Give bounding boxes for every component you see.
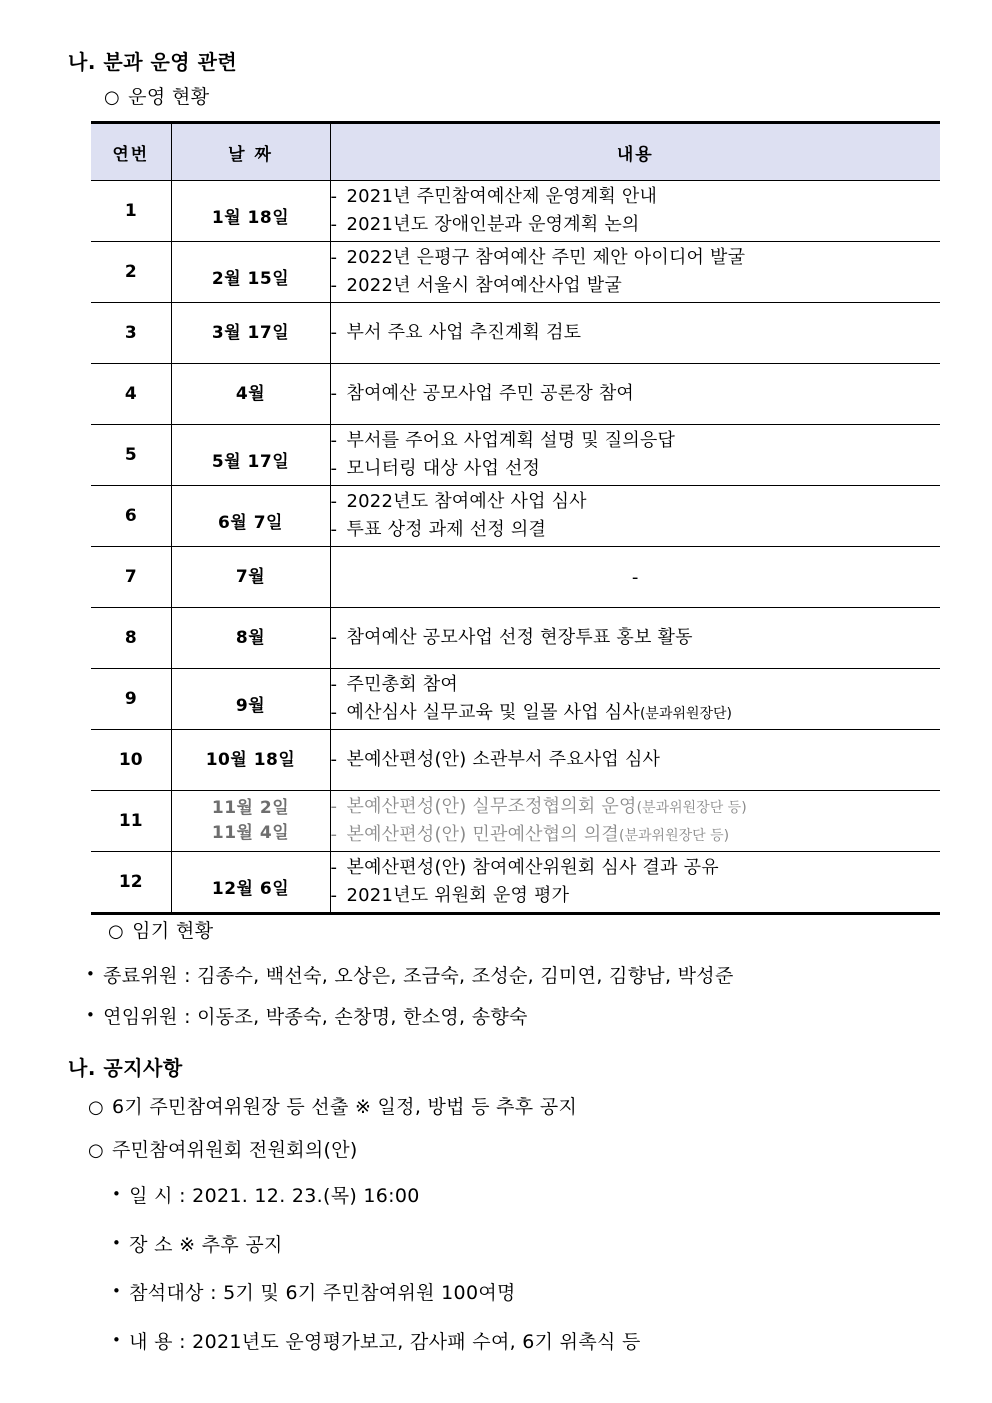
cell-content [330, 852, 940, 914]
cell-date [171, 486, 330, 547]
date-line: 5월 17일 [211, 452, 290, 473]
date-line: 12월 6일 [211, 879, 290, 900]
content-line-text: 2022년도 참여예산 사업 심사 [346, 491, 587, 513]
section-heading: 나. 분과 운영 관련 [68, 50, 238, 74]
table-row [91, 547, 940, 608]
cell-date [171, 181, 330, 242]
content-line-text: 본예산편성(안) 참여예산위원회 심사 결과 공유 [346, 857, 719, 879]
notice-detail-attendees-label: 참석대상 : 5기 및 6기 주민참여위원 100여명 [129, 1282, 516, 1304]
circle-marker-icon: ○ [88, 1097, 105, 1118]
cell-content [330, 242, 940, 303]
date-line: 7월 [235, 566, 266, 587]
notice-detail-contents [112, 1327, 641, 1354]
content-line-text: 2021년도 위원회 운영 평가 [346, 885, 570, 906]
notice-item-2-label: 주민참여위원회 전원회의(안) [112, 1139, 358, 1161]
notice-detail-place [112, 1230, 283, 1257]
date-line: 1월 18일 [211, 208, 290, 229]
date-line: 9월 [235, 696, 266, 717]
cell-sequence-number: 12 [91, 852, 171, 914]
table-row [91, 730, 940, 791]
column-header-content: 내용 [330, 123, 940, 181]
term-status-item [86, 961, 734, 988]
date-line: 8월 [235, 627, 266, 648]
date-line: 4월 [235, 383, 266, 404]
content-line-note: (분과위원장단) [639, 706, 733, 722]
column-header-date: 날 짜 [171, 123, 330, 181]
cell-date [171, 242, 330, 303]
content-line-text: 참여예산 공모사업 주민 공론장 참여 [346, 383, 635, 405]
cell-content [330, 669, 940, 730]
schedule-table [91, 121, 940, 915]
cell-content [330, 303, 940, 364]
table-row [91, 791, 940, 852]
content-line [331, 455, 941, 483]
content-line [331, 183, 941, 211]
cell-date [171, 669, 330, 730]
content-line-text: 참여예산 공모사업 선정 현장투표 홍보 활동 [346, 627, 693, 649]
dash-marker-icon: - [330, 674, 338, 696]
dash-marker-icon: - [330, 491, 338, 513]
content-line-text: 본예산편성(안) 실무조정협의회 운영 [346, 796, 637, 818]
notice-heading: 나. 공지사항 [68, 1056, 183, 1080]
bullet-dot-icon: • [112, 1185, 122, 1203]
cell-sequence-number: 7 [91, 547, 171, 608]
content-line-text: 2022년 은평구 참여예산 주민 제안 아이디어 발굴 [346, 247, 746, 269]
cell-content-empty: - [330, 547, 940, 608]
content-line-text: 본예산편성(안) 민관예산협의 의결 [346, 824, 620, 845]
content-line [331, 488, 941, 516]
table-row [91, 181, 940, 242]
date-line: 2월 15일 [211, 269, 290, 290]
notice-item-2 [88, 1135, 358, 1162]
cell-sequence-number: 8 [91, 608, 171, 669]
bullet-dot-icon: • [86, 1006, 96, 1024]
content-line-text: 2022년 서울시 참여예산사업 발굴 [346, 275, 622, 296]
date-line: 11월 2일 [211, 798, 290, 819]
term-status-item [86, 1002, 528, 1029]
table-row [91, 425, 940, 486]
cell-date [171, 730, 330, 791]
dash-marker-icon: - [330, 749, 338, 771]
content-line-text: 본예산편성(안) 소관부서 주요사업 심사 [346, 749, 661, 771]
dash-marker-icon: - [330, 627, 338, 649]
cell-content [330, 425, 940, 486]
content-line-text: 투표 상정 과제 선정 의결 [346, 519, 547, 540]
dash-marker-icon: - [330, 857, 338, 879]
cell-content [330, 364, 940, 425]
dash-marker-icon: - [330, 702, 338, 723]
table-row [91, 364, 940, 425]
dash-marker-icon: - [330, 214, 338, 235]
dash-marker-icon: - [330, 796, 338, 818]
circle-marker-icon: ○ [108, 921, 125, 942]
dash-marker-icon: - [330, 885, 338, 906]
notice-detail-datetime [112, 1181, 420, 1208]
cell-content [330, 608, 940, 669]
cell-content [330, 791, 940, 852]
cell-sequence-number: 2 [91, 242, 171, 303]
subsection-heading-term-status [108, 916, 214, 943]
content-line-note: (분과위원장단 등) [636, 800, 747, 817]
subsection-heading-operation-status [104, 82, 210, 109]
dash-marker-icon: - [330, 824, 338, 845]
dash-marker-icon: - [330, 275, 338, 296]
date-line: 10월 18일 [205, 749, 296, 770]
content-line [331, 244, 941, 272]
content-line [331, 427, 941, 455]
content-line-text: 2021년 주민참여예산제 운영계획 안내 [346, 186, 658, 208]
content-line [331, 319, 941, 347]
notice-detail-place-label: 장 소 ※ 추후 공지 [129, 1234, 283, 1256]
content-line-text: 2021년도 장애인분과 운영계획 논의 [346, 214, 640, 235]
content-line [331, 211, 941, 239]
bullet-dot-icon: • [112, 1234, 122, 1252]
content-line-text: 주민총회 참여 [346, 674, 458, 696]
dash-marker-icon: - [330, 186, 338, 208]
content-line [331, 821, 941, 849]
content-line-text: 예산심사 실무교육 및 일몰 사업 심사 [346, 702, 640, 723]
bullet-dot-icon: • [86, 965, 96, 983]
content-line [331, 746, 941, 774]
cell-date [171, 303, 330, 364]
cell-sequence-number: 9 [91, 669, 171, 730]
cell-sequence-number: 1 [91, 181, 171, 242]
table-row [91, 669, 940, 730]
notice-item-1 [88, 1092, 577, 1119]
content-line [331, 380, 941, 408]
dash-marker-icon: - [330, 383, 338, 405]
notice-item-1-label: 6기 주민참여위원장 등 선출 ※ 일정, 방법 등 추후 공지 [112, 1096, 578, 1118]
bullet-dot-icon: • [112, 1331, 122, 1349]
cell-date [171, 852, 330, 914]
table-row [91, 303, 940, 364]
cell-date [171, 791, 330, 852]
table-header-row [91, 123, 940, 181]
table-row [91, 242, 940, 303]
cell-sequence-number: 6 [91, 486, 171, 547]
content-line [331, 699, 941, 727]
date-line: 6월 7일 [218, 513, 283, 534]
cell-sequence-number: 4 [91, 364, 171, 425]
table-row [91, 486, 940, 547]
bullet-dot-icon: • [112, 1282, 122, 1300]
cell-sequence-number: 11 [91, 791, 171, 852]
cell-content [330, 730, 940, 791]
content-line [331, 516, 941, 544]
cell-sequence-number: 3 [91, 303, 171, 364]
content-line-text: 부서를 주어요 사업계획 설명 및 질의응답 [346, 430, 676, 452]
notice-detail-attendees [112, 1278, 516, 1305]
content-line-note: (분과위원장단 등) [619, 828, 730, 844]
content-line [331, 882, 941, 910]
content-line-text: 부서 주요 사업 추진계획 검토 [346, 322, 582, 344]
notice-detail-datetime-label: 일 시 : 2021. 12. 23.(목) 16:00 [129, 1185, 420, 1207]
date-line: 3월 17일 [211, 322, 290, 343]
circle-marker-icon: ○ [88, 1140, 105, 1161]
cell-sequence-number: 5 [91, 425, 171, 486]
content-line-text: 모니터링 대상 사업 선정 [346, 458, 541, 479]
dash-marker-icon: - [330, 247, 338, 269]
cell-date [171, 608, 330, 669]
table-body [91, 181, 940, 914]
content-line [331, 272, 941, 300]
content-line [331, 793, 941, 821]
content-line [331, 671, 941, 699]
cell-date [171, 547, 330, 608]
content-line [331, 854, 941, 882]
subsection-heading-term-status-label: 임기 현황 [132, 920, 214, 942]
cell-sequence-number: 10 [91, 730, 171, 791]
date-line: 11월 4일 [211, 823, 290, 843]
subsection-heading-operation-status-label: 운영 현황 [128, 86, 210, 108]
notice-detail-contents-label: 내 용 : 2021년도 운영평가보고, 감사패 수여, 6기 위촉식 등 [129, 1331, 641, 1353]
dash-marker-icon: - [330, 322, 338, 344]
circle-marker-icon: ○ [104, 87, 121, 108]
cell-date [171, 425, 330, 486]
cell-content [330, 181, 940, 242]
schedule-table-container [91, 121, 940, 915]
table-row [91, 852, 940, 914]
table-header [91, 123, 940, 181]
term-status-item-label: 종료위원 : 김종수, 백선숙, 오상은, 조금숙, 조성순, 김미연, 김향남, 박성준 [103, 965, 734, 987]
column-header-no: 연번 [91, 123, 171, 181]
dash-marker-icon: - [330, 458, 338, 479]
cell-date [171, 364, 330, 425]
dash-marker-icon: - [330, 519, 338, 540]
content-line [331, 624, 941, 652]
table-row [91, 608, 940, 669]
term-status-item-label: 연임위원 : 이동조, 박종숙, 손창명, 한소영, 송향숙 [103, 1006, 528, 1028]
cell-content [330, 486, 940, 547]
dash-marker-icon: - [330, 430, 338, 452]
